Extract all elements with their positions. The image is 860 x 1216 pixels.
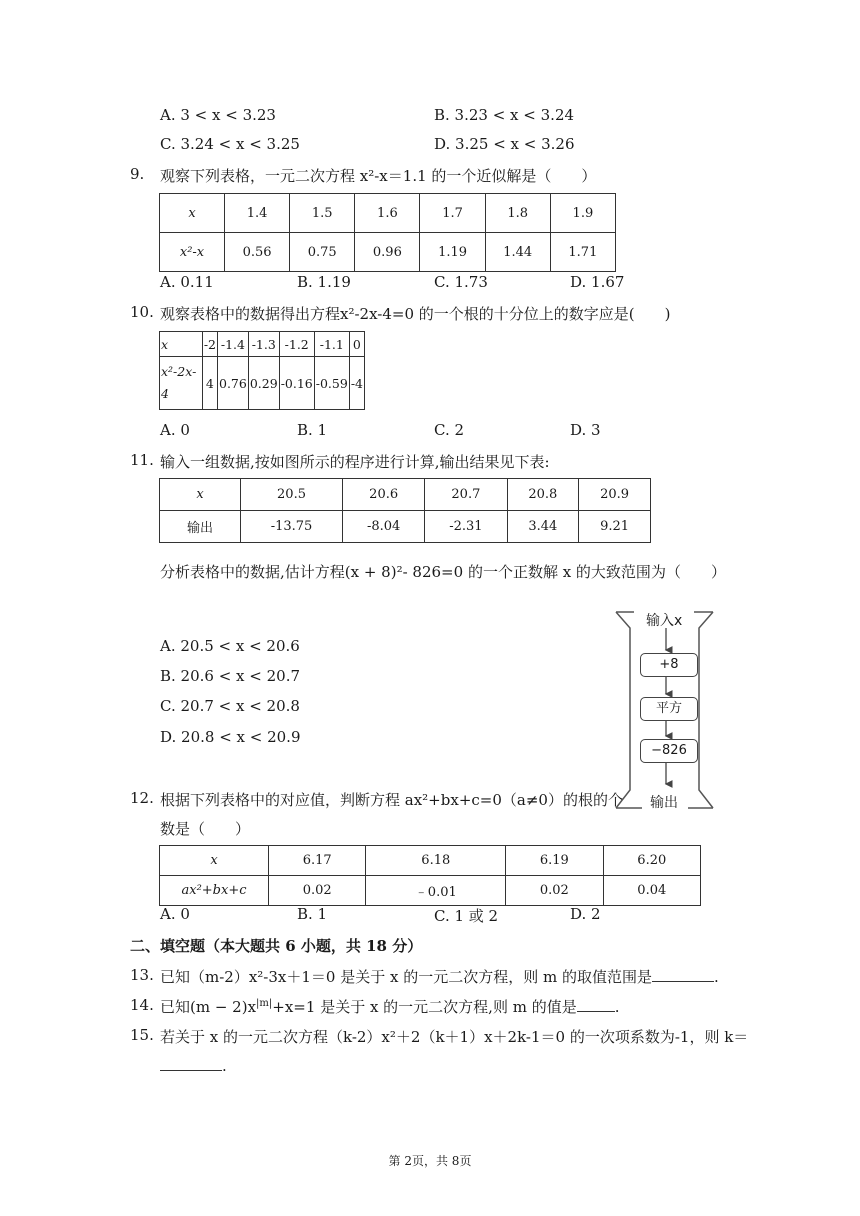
table-row xyxy=(160,233,616,272)
table-cell: 1.9 xyxy=(550,194,615,233)
q10-number: 10. xyxy=(130,303,154,321)
table-row xyxy=(160,479,651,511)
table-cell: -1.2 xyxy=(279,332,314,357)
table-cell: 20.7 xyxy=(425,479,507,511)
flow-step-add: +8 xyxy=(640,653,698,677)
table-cell: 0.76 xyxy=(218,357,249,410)
table-cell: x²-x xyxy=(160,233,225,272)
q9-option-a: A. 0.11 xyxy=(160,273,214,291)
table-cell: 20.6 xyxy=(343,479,425,511)
q8-option-a: A. 3 < x < 3.23 xyxy=(160,106,276,124)
q9-option-d: D. 1.67 xyxy=(570,273,625,291)
table-cell: 0.29 xyxy=(248,357,279,410)
table-cell: 0.02 xyxy=(269,876,366,906)
table-cell: 0.02 xyxy=(506,876,603,906)
table-cell: 6.17 xyxy=(269,846,366,876)
table-cell: 1.5 xyxy=(290,194,355,233)
q8-option-d: D. 3.25 < x < 3.26 xyxy=(434,135,575,153)
q15-text: 若关于 x 的一元二次方程（k-2）x²＋2（k＋1）x＋2k-1＝0 的一次项系数为-1，则 k＝ xyxy=(160,1028,749,1046)
table-cell: x xyxy=(160,332,203,357)
program-flowchart xyxy=(612,608,717,813)
q14-period: . xyxy=(614,998,620,1016)
table-cell: -0.59 xyxy=(314,357,349,410)
table-cell: 3.44 xyxy=(507,511,579,543)
q14-answer-blank[interactable] xyxy=(577,997,615,1012)
table-row xyxy=(160,876,701,906)
table-row xyxy=(160,511,651,543)
q11-analysis: 分析表格中的数据,估计方程(x + 8)²- 826=0 的一个正数解 x 的大致范围为（ ） xyxy=(160,563,726,581)
q10-option-a: A. 0 xyxy=(160,421,190,439)
table-cell: -0.16 xyxy=(279,357,314,410)
table-cell-line: 4 xyxy=(161,386,169,401)
q13-text: 已知（m-2）x²-3x＋1＝0 是关于 x 的一元二次方程，则 m 的取值范围是 xyxy=(160,968,652,986)
q9-number: 9. xyxy=(130,165,145,183)
table-cell: 1.71 xyxy=(550,233,615,272)
q14-line xyxy=(160,996,620,1017)
q9-text: 观察下列表格，一元二次方程 x²-x＝1.1 的一个近似解是（ ） xyxy=(160,167,597,185)
table-cell: 1.6 xyxy=(355,194,420,233)
table-cell: 0 xyxy=(349,332,364,357)
flow-input-label: 输入x xyxy=(646,613,683,629)
table-cell: -1.4 xyxy=(218,332,249,357)
page-footer: 第 2页，共 8页 xyxy=(388,1154,472,1168)
q12-option-a: A. 0 xyxy=(160,905,190,923)
q11-number: 11. xyxy=(130,451,154,469)
q9-option-b: B. 1.19 xyxy=(297,273,351,291)
q11-option-b: B. 20.6 < x < 20.7 xyxy=(160,667,301,685)
q12-number: 12. xyxy=(130,789,154,807)
section-heading-fill-in: 二、填空题（本大题共 6 小题，共 18 分） xyxy=(130,937,423,955)
q12-option-b: B. 1 xyxy=(297,905,328,923)
q13-line xyxy=(160,966,719,987)
q11-option-c: C. 20.7 < x < 20.8 xyxy=(160,697,300,715)
q12-table xyxy=(159,845,701,906)
table-cell: 20.5 xyxy=(241,479,343,511)
flow-output-label: 输出 xyxy=(650,795,678,811)
q10-option-d: D. 3 xyxy=(570,421,601,439)
q14-superscript: |m| xyxy=(256,998,273,1009)
table-cell-line: x²-2x- xyxy=(161,364,197,379)
table-cell: -1.3 xyxy=(248,332,279,357)
table-cell: 1.4 xyxy=(225,194,290,233)
table-cell: 1.7 xyxy=(420,194,485,233)
q12-option-c: C. 1 或 2 xyxy=(434,907,499,925)
table-cell: 6.18 xyxy=(366,846,506,876)
table-cell: 0.04 xyxy=(603,876,700,906)
q11-text: 输入一组数据,按如图所示的程序进行计算,输出结果见下表: xyxy=(160,453,550,471)
table-cell: x xyxy=(160,846,269,876)
table-cell: x xyxy=(160,479,241,511)
table-cell: -4 xyxy=(349,357,364,410)
q12-text-line1: 根据下列表格中的对应值，判断方程 ax²+bx+c=0（a≠0）的根的个 xyxy=(160,791,623,809)
table-row xyxy=(160,332,365,357)
table-row xyxy=(160,194,616,233)
q11-table xyxy=(159,478,651,543)
table-cell: ax²+bx+c xyxy=(160,876,269,906)
table-row xyxy=(160,357,365,410)
flow-step-square: 平方 xyxy=(640,697,698,721)
q15-line2 xyxy=(160,1056,227,1075)
q9-option-c: C. 1.73 xyxy=(434,273,488,291)
table-cell: x xyxy=(160,194,225,233)
table-cell: 0.75 xyxy=(290,233,355,272)
q12-text-line2: 数是（ ） xyxy=(160,820,251,838)
q13-period: . xyxy=(714,968,719,986)
q8-option-c: C. 3.24 < x < 3.25 xyxy=(160,135,300,153)
table-cell: 输出 xyxy=(160,511,241,543)
q10-text: 观察表格中的数据得出方程x²-2x-4=0 的一个根的十分位上的数字应是( ) xyxy=(160,305,671,323)
table-cell: -8.04 xyxy=(343,511,425,543)
table-cell: -1.1 xyxy=(314,332,349,357)
q8-option-b: B. 3.23 < x < 3.24 xyxy=(434,106,575,124)
q9-table xyxy=(159,193,616,272)
table-cell: -13.75 xyxy=(241,511,343,543)
q14-text-b: +x=1 是关于 x 的一元二次方程,则 m 的值是 xyxy=(272,998,577,1016)
table-cell: -2 xyxy=(202,332,217,357)
q15-answer-blank[interactable] xyxy=(160,1056,222,1071)
table-cell: ﹣0.01 xyxy=(366,876,506,906)
q14-number: 14. xyxy=(130,996,154,1014)
table-cell: -2.31 xyxy=(425,511,507,543)
table-cell: 20.9 xyxy=(579,479,651,511)
table-cell: 1.19 xyxy=(420,233,485,272)
q15-period: . xyxy=(222,1057,227,1075)
q11-option-d: D. 20.8 < x < 20.9 xyxy=(160,728,301,746)
table-cell: 20.8 xyxy=(507,479,579,511)
q11-option-a: A. 20.5 < x < 20.6 xyxy=(160,637,300,655)
table-cell: 0.96 xyxy=(355,233,420,272)
table-row xyxy=(160,846,701,876)
q12-option-d: D. 2 xyxy=(570,905,601,923)
table-cell: 6.20 xyxy=(603,846,700,876)
table-cell: 4 xyxy=(202,357,217,410)
table-cell: 9.21 xyxy=(579,511,651,543)
flow-step-subtract: −826 xyxy=(640,739,698,763)
q14-text-a: 已知(m − 2)x xyxy=(160,998,257,1016)
q10-option-b: B. 1 xyxy=(297,421,328,439)
table-cell: 1.8 xyxy=(485,194,550,233)
q13-answer-blank[interactable] xyxy=(652,967,714,982)
q10-table xyxy=(159,331,365,410)
table-cell: 0.56 xyxy=(225,233,290,272)
q13-number: 13. xyxy=(130,966,154,984)
table-cell: 6.19 xyxy=(506,846,603,876)
table-cell: 1.44 xyxy=(485,233,550,272)
table-cell xyxy=(160,357,203,410)
q15-number: 15. xyxy=(130,1026,154,1044)
q10-option-c: C. 2 xyxy=(434,421,465,439)
